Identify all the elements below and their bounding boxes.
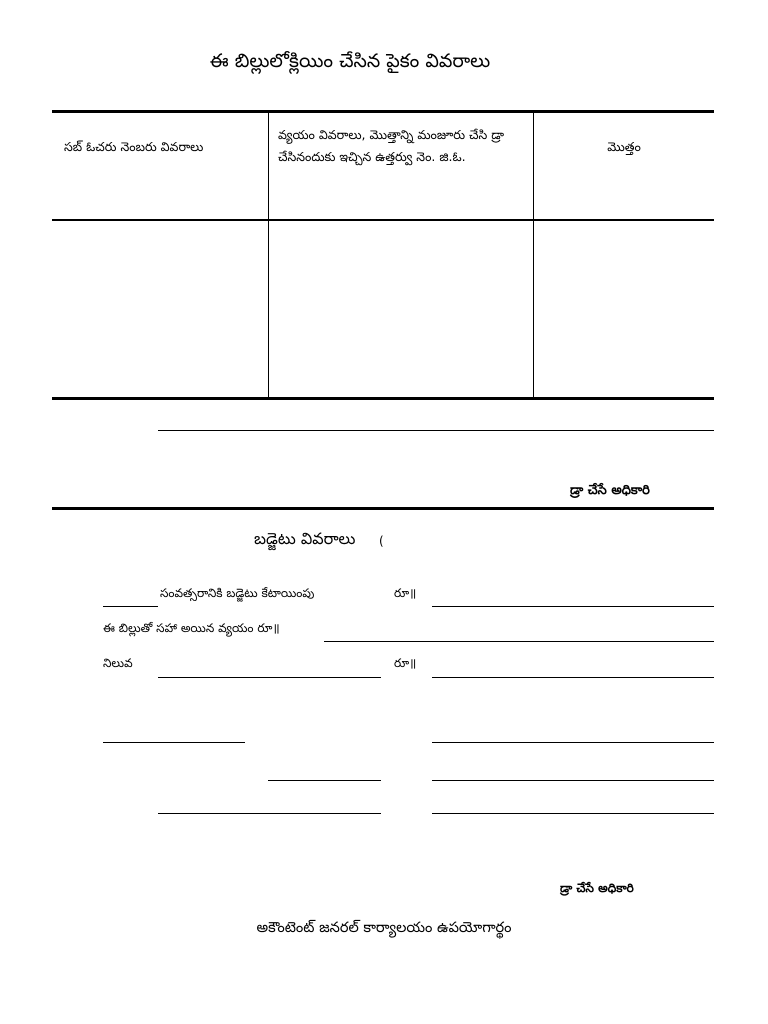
blank-line-4 — [268, 780, 381, 781]
blank-line-5 — [432, 780, 714, 781]
accountant-general-footer: అకౌంటెంట్ జనరల్ కార్యాలయం ఉపయోగార్థం — [256, 920, 512, 936]
blank-line-7 — [432, 813, 714, 814]
drawing-officer-label-1: డ్రా చేసే అధికారి — [570, 483, 650, 498]
header-voucher-number: సబ్ ఓచరు నెంబరు వివరాలు — [64, 139, 204, 154]
table-bottom-border — [52, 397, 714, 400]
year-blank-line — [103, 606, 158, 607]
budget-paren: ( — [379, 534, 384, 548]
header-total: మొత్తం — [607, 139, 641, 154]
balance-blank-line — [158, 677, 381, 678]
drawing-officer-label-2: డ్రా చేసే అధికారి — [560, 881, 634, 895]
balance-amount-line — [432, 677, 714, 678]
header-expense-details: వ్యయం వివరాలు, మొత్తాన్ని మంజూరు చేసి డ్రా చేసినందుకు ఇచ్చిన ఉత్తర్వు నెం. జి.ఓ. — [278, 127, 505, 164]
expense-incl-bill-label: ఈ బిల్లుతో సహా అయిన వ్యయం రూ॥ — [103, 621, 280, 635]
section-divider — [52, 507, 714, 510]
rupee-label-1: రూ॥ — [394, 586, 417, 600]
blank-line-2 — [103, 742, 245, 743]
table-top-border — [52, 110, 714, 113]
budget-allocation-label: సంవత్సరానికి బడ్జెటు కేటాయింపు — [160, 586, 315, 600]
expense-amount-line — [324, 641, 714, 642]
blank-line-3 — [432, 742, 714, 743]
blank-line-6 — [158, 813, 381, 814]
table-col-divider-1 — [268, 112, 269, 398]
budget-title: బడ్జెటు వివరాలు — [254, 529, 356, 548]
balance-label: నిలువ — [103, 656, 133, 670]
page-title: ఈ బిల్లులోక్లియిం చేసిన పైకం వివరాలు — [209, 50, 491, 72]
blank-line-1 — [158, 430, 714, 431]
rupee-label-3: రూ॥ — [394, 656, 417, 670]
table-header-divider — [52, 219, 714, 221]
allocation-amount-line — [432, 606, 714, 607]
